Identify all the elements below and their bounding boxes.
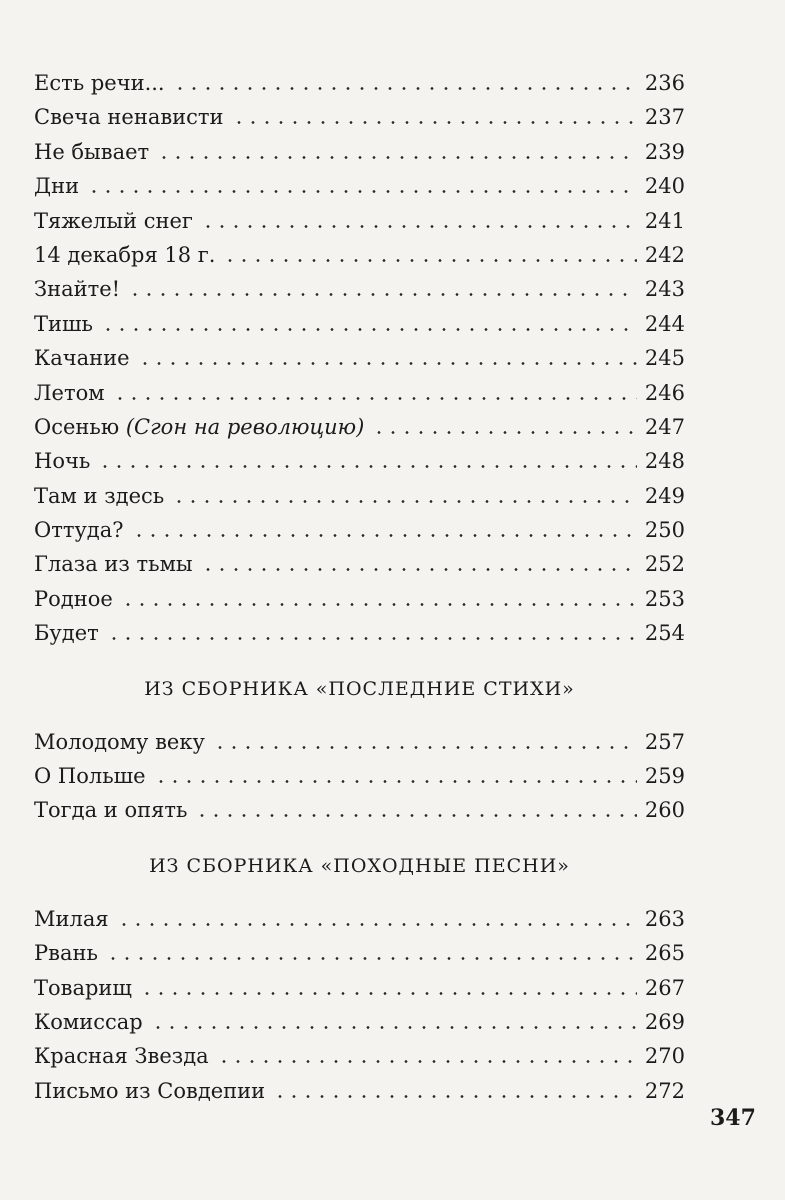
toc-entry [34,479,685,513]
dot-leader [157,156,637,159]
dot-leader [138,362,637,365]
entry-page: 245 [644,346,685,371]
toc-entry [34,169,685,203]
toc-entry [34,971,685,1005]
dot-leader [128,293,637,296]
entry-title-main: Осенью [34,414,120,439]
entry-title: Тяжелый снег [34,208,193,233]
entry-title: Есть речи... [34,71,165,95]
entry-title: Будет [34,621,99,646]
toc-entry [34,204,685,238]
entry-title: Комиссар [34,1009,143,1034]
entry-title: Тишь [34,311,93,336]
entry-title: Молодому веку [34,729,205,754]
dot-leader [154,780,637,783]
entry-page: 241 [644,208,685,233]
entry-page: 265 [644,941,685,966]
dot-leader [172,500,637,503]
entry-title: О Польше [34,764,146,789]
entry-title: Свеча ненависти [34,105,224,130]
toc-entry [34,307,685,341]
entry-page: 260 [644,798,685,823]
dot-leader [232,121,637,124]
dot-leader [173,87,637,90]
entry-page: 267 [644,975,685,1000]
dot-leader [107,637,637,640]
entry-title: Знайте! [34,277,121,302]
entry-page: 257 [644,729,685,754]
toc-entry [34,547,685,581]
toc-entry [34,1074,685,1108]
entry-title: Родное [34,586,113,611]
entry-page: 247 [644,414,685,439]
entry-page: 248 [644,449,685,474]
entry-title: Дни [34,174,80,199]
dot-leader [117,923,637,926]
entry-page: 259 [644,764,685,789]
toc-entry [34,272,685,306]
toc-entry [34,100,685,134]
section-heading: ИЗ СБОРНИКА «ПОСЛЕДНИЕ СТИХИ» [144,677,575,700]
toc-entry [34,1005,685,1039]
toc-entry [34,135,685,169]
toc-entry [34,759,685,793]
entry-title: 14 декабря 18 г. [34,242,216,267]
entry-title: Там и здесь [34,483,165,508]
entry-page: 246 [644,380,685,405]
dot-leader [201,568,637,571]
entry-title: Красная Звезда [34,1044,209,1069]
entry-title: Рвань [34,941,98,966]
table-of-contents [34,66,685,1108]
entry-title: Письмо из Совдепии [34,1078,266,1103]
toc-entry [34,793,685,827]
entry-title: Летом [34,380,105,405]
entry-title: Не бывает [34,139,150,164]
entry-title: Ночь [34,449,91,474]
section-heading: ИЗ СБОРНИКА «ПОХОДНЫЕ ПЕСНИ» [149,854,570,877]
toc-entry [34,936,685,970]
toc-entry [34,616,685,650]
entry-page: 269 [644,1009,685,1034]
entry-page: 254 [644,621,685,646]
entry-subtitle: (Сгон на революцию) [125,414,365,439]
toc-entry [34,582,685,616]
dot-leader [223,259,636,262]
dot-leader [201,225,637,228]
dot-leader [101,328,637,331]
entry-title: Глаза из тьмы [34,552,193,577]
dot-leader [151,1026,637,1029]
dot-leader [140,992,637,995]
entry-title: Оттуда? [34,518,124,543]
toc-entry [34,902,685,936]
entry-title: Милая [34,906,109,931]
entry-page: 236 [644,71,685,95]
dot-leader [87,190,637,193]
entry-page: 250 [644,518,685,543]
entry-title: Товарищ [34,975,132,1000]
page-number: 347 [710,1105,756,1131]
entry-page: 249 [644,483,685,508]
entry-page: 244 [644,311,685,336]
entry-page: 270 [644,1044,685,1069]
entry-title [34,410,370,444]
dot-leader [213,746,637,749]
toc-entry [34,376,685,410]
entry-page: 242 [644,242,685,267]
toc-entry [34,66,685,100]
dot-leader [98,465,637,468]
entry-page: 239 [644,139,685,164]
dot-leader [372,431,637,434]
entry-title: Тогда и опять [34,798,188,823]
entry-page: 237 [644,105,685,130]
toc-entry [34,238,685,272]
dot-leader [273,1095,637,1098]
toc-entry [34,341,685,375]
toc-entry [34,725,685,759]
entry-page: 263 [644,906,685,931]
dot-leader [195,814,637,817]
toc-entry [34,444,685,478]
dot-leader [106,957,637,960]
toc-entry [34,410,685,444]
dot-leader [217,1060,637,1063]
dot-leader [121,603,637,606]
entry-title: Качание [34,346,130,371]
entry-page: 252 [644,552,685,577]
entry-page: 253 [644,586,685,611]
dot-leader [113,397,637,400]
entry-page: 240 [644,174,685,199]
toc-entry [34,1039,685,1073]
toc-entry [34,513,685,547]
entry-page: 243 [644,277,685,302]
dot-leader [132,534,637,537]
entry-page: 272 [644,1078,685,1103]
